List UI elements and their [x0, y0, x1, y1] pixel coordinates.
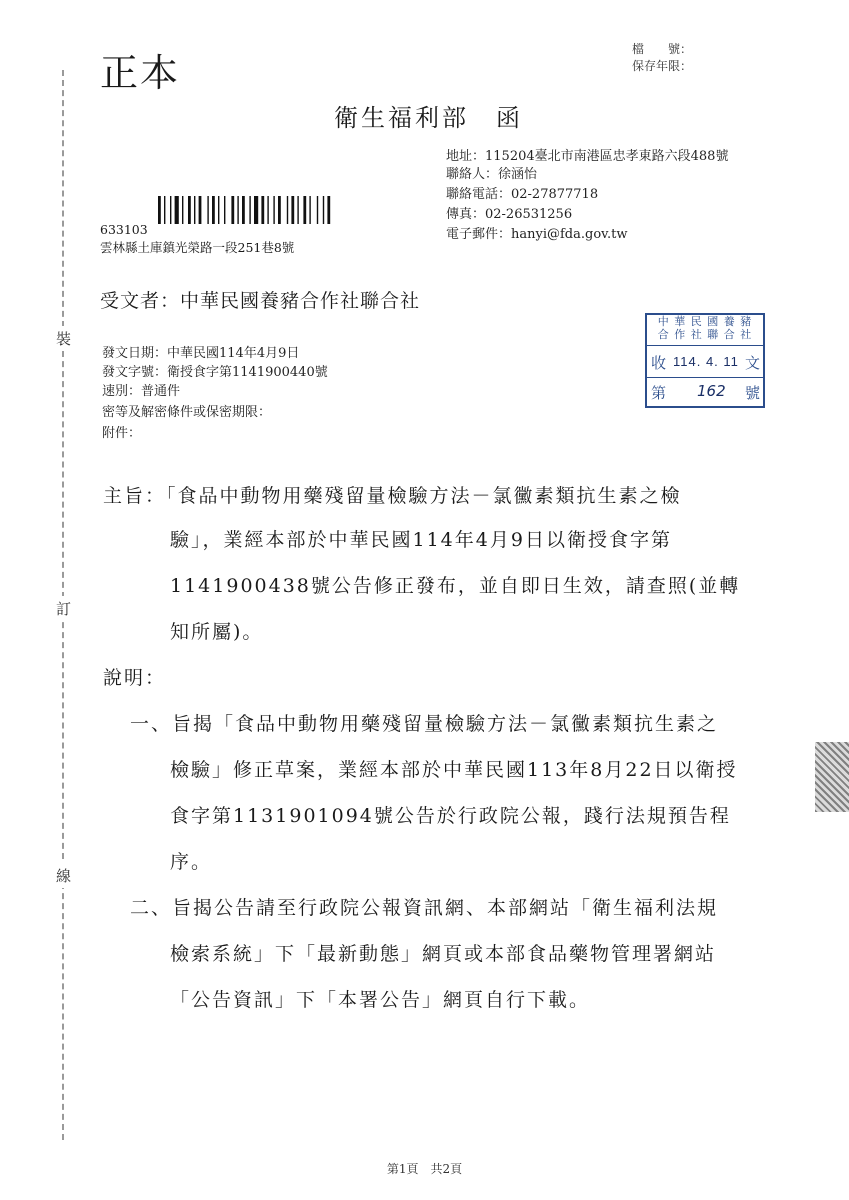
page-footer: 第1頁 共2頁: [386, 1162, 463, 1176]
urgency: 速別：普通件: [102, 384, 181, 399]
retention-label: 保存年限：: [632, 59, 693, 73]
stamp-received-right: 文: [744, 354, 760, 372]
page-edge-fragment: [815, 742, 849, 812]
issue-date: 發文日期：中華民國114年4月9日: [102, 346, 300, 361]
stamp-date: 114. 4. 11: [673, 354, 739, 369]
recipient-address: 雲林縣土庫鎮光榮路一段251巷8號: [100, 240, 295, 255]
stamp-number-right: 號: [744, 384, 760, 402]
stamp-number-row: [647, 377, 763, 408]
subject-line4: 知所屬)。: [170, 621, 264, 643]
postal-code: 633103: [100, 222, 148, 237]
file-number-label: 檔 號：: [632, 42, 693, 56]
explanation-item1-line2: 檢驗」修正草案，業經本部於中華民國113年8月22日以衛授: [170, 759, 738, 781]
received-stamp: [645, 313, 765, 408]
contact-email: 電子郵件：hanyi@fda.gov.tw: [446, 227, 628, 242]
subject-line3: 1141900438號公告修正發布，並自即日生效，請查照(並轉: [170, 575, 741, 597]
explanation-item1-line4: 序。: [170, 851, 213, 873]
explanation-item2-line3: 「公告資訊」下「本署公告」網頁自行下載。: [170, 989, 591, 1011]
recipient-line: 受文者：中華民國養豬合作社聯合社: [100, 290, 421, 312]
contact-person: 聯絡人：徐涵怡: [446, 167, 538, 182]
contact-fax: 傳真：02-26531256: [446, 207, 573, 222]
classification: 密等及解密條件或保密期限：: [102, 405, 272, 420]
binding-char-xian: 線: [56, 863, 71, 888]
copy-mark: 正本: [100, 51, 181, 95]
doc-number: 發文字號：衛授食字第1141900440號: [102, 365, 328, 380]
subject-line2: 驗」，業經本部於中華民國114年4月9日以衛授食字第: [170, 529, 672, 551]
binding-char-ding: 訂: [56, 596, 71, 621]
contact-address: 地址：115204臺北市南港區忠孝東路六段488號: [446, 149, 729, 164]
explanation-item1-line1: 一、旨揭「食品中動物用藥殘留量檢驗方法－氯黴素類抗生素之: [130, 713, 719, 735]
subject-line1: 主旨：「食品中動物用藥殘留量檢驗方法－氯黴素類抗生素之檢: [103, 485, 682, 507]
stamp-number: 162: [697, 382, 726, 400]
stamp-org-line1: 中 華 民 國 養 豬: [657, 315, 753, 328]
agency-title: 衛生福利部 函: [334, 104, 523, 132]
stamp-received-left: 收: [651, 354, 667, 372]
postal-barcode: [158, 196, 358, 224]
attachment: 附件：: [102, 426, 142, 441]
stamp-number-left: 第: [651, 384, 667, 402]
contact-phone: 聯絡電話：02-27877718: [446, 187, 599, 202]
binding-char-zhuang: 裝: [56, 326, 71, 351]
explanation-item2-line2: 檢索系統」下「最新動態」網頁或本部食品藥物管理署網站: [170, 943, 717, 965]
explanation-item2-line1: 二、旨揭公告請至行政院公報資訊網、本部網站「衛生福利法規: [130, 897, 719, 919]
explanation-item1-line3: 食字第1131901094號公告於行政院公報，踐行法規預告程: [170, 805, 731, 827]
stamp-org-line2: 合 作 社 聯 合 社: [657, 328, 753, 341]
stamp-date-row: [647, 345, 763, 376]
explanation-heading: 說明：: [103, 667, 167, 689]
